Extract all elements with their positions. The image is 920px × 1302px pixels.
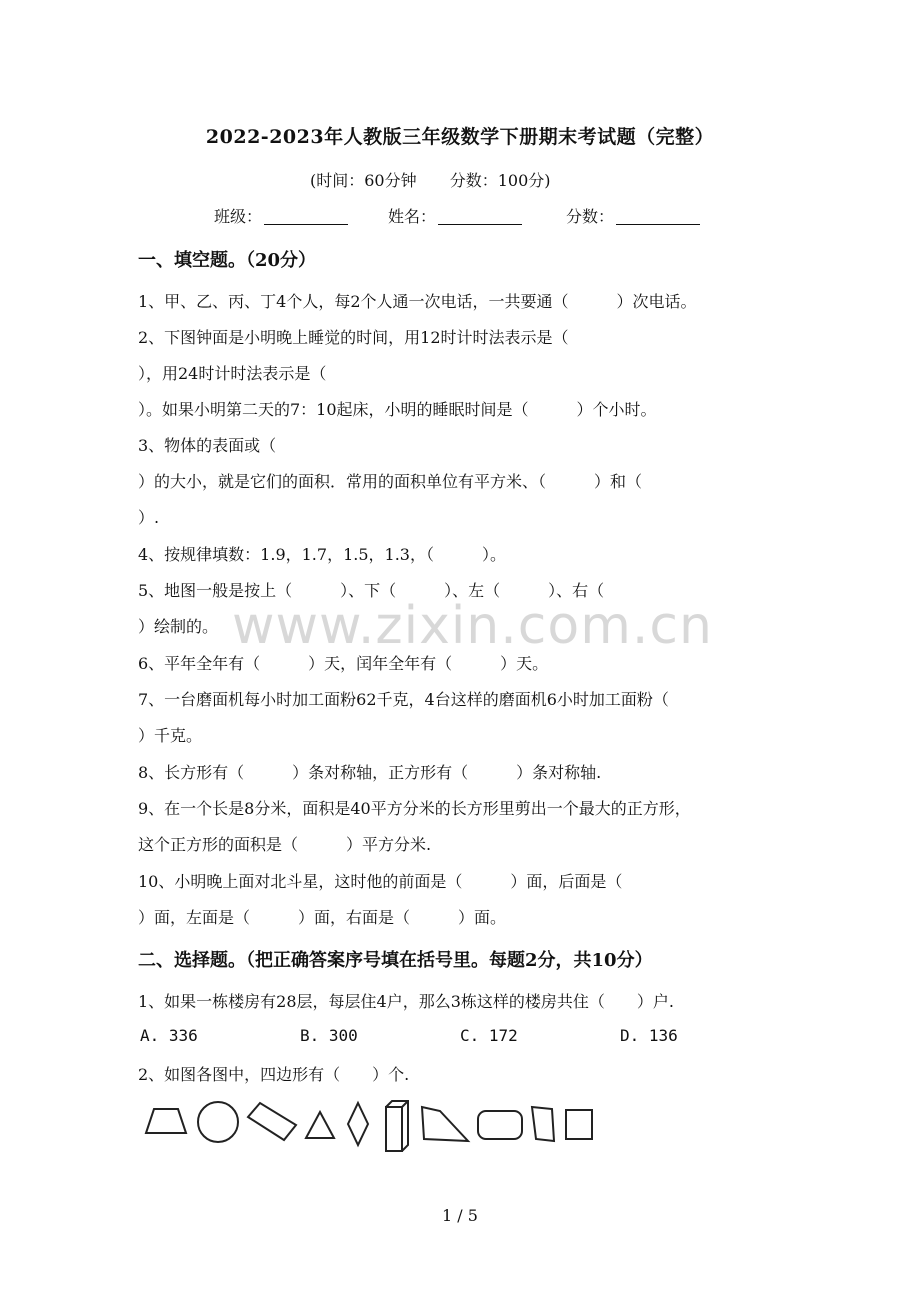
time-label: (时间：60分钟 (310, 171, 417, 190)
question-line: ），用24时计时法表示是（ (138, 364, 327, 383)
rhombus-shape (348, 1103, 368, 1145)
parallelogram-shape (532, 1107, 554, 1141)
question-line: 1、甲、乙、丙、丁4个人，每2个人通一次电话，一共要通（ ）次电话。 (138, 292, 697, 311)
name-label: 姓名： (388, 207, 437, 226)
page-number: 1 / 5 (442, 1206, 478, 1225)
choice-question-2: 2、如图各图中，四边形有（ ）个. (138, 1065, 410, 1084)
choice-option-b[interactable]: B. 300 (300, 1026, 358, 1045)
page-title: 2022-2023年人教版三年级数学下册期末考试题（完整） (205, 126, 715, 148)
rotated-rectangle-shape (248, 1103, 296, 1140)
question-line: 4、按规律填数：1.9，1.7，1.5，1.3，（ ）。 (138, 545, 506, 564)
section-1-heading: 一、填空题。（20分） (138, 250, 317, 271)
square-shape (566, 1110, 592, 1139)
question-line: 8、长方形有（ ）条对称轴，正方形有（ ）条对称轴. (138, 763, 602, 782)
choice-option-a[interactable]: A. 336 (140, 1026, 198, 1045)
choice-question-1: 1、如果一栋楼房有28层，每层住4户，那么3栋这样的楼房共住（ ）户. (138, 992, 674, 1011)
choice-option-c[interactable]: C. 172 (460, 1026, 518, 1045)
exam-meta (310, 168, 579, 191)
total-score-label: 分数：100分) (449, 171, 551, 190)
question-line: 3、物体的表面或（ (138, 436, 277, 455)
question-line: 这个正方形的面积是（ ）平方分米. (138, 835, 432, 854)
question-line: 6、平年全年有（ ）天，闰年全年有（ ）天。 (138, 654, 549, 673)
name-blank[interactable] (438, 208, 522, 225)
quadrilateral-shape (422, 1107, 468, 1141)
name-field (388, 204, 522, 227)
question-line: 10、小明晚上面对北斗星，这时他的前面是（ ）面，后面是（ (138, 872, 623, 891)
rounded-rectangle-shape (478, 1111, 522, 1139)
score-blank[interactable] (616, 208, 700, 225)
question-line: 9、在一个长是8分米，面积是40平方分米的长方形里剪出一个最大的正方形， (138, 799, 691, 818)
class-blank[interactable] (264, 208, 348, 225)
score-label: 分数： (566, 207, 615, 226)
question-line: 7、一台磨面机每小时加工面粉62千克，4台这样的磨面机6小时加工面粉（ (138, 690, 669, 709)
question-line: 2、下图钟面是小明晚上睡觉的时间，用12时计时法表示是（ (138, 328, 569, 347)
class-label: 班级： (214, 207, 263, 226)
triangle-shape (306, 1112, 334, 1138)
circle-shape (198, 1102, 238, 1142)
question-line: ）绘制的。 (138, 617, 219, 636)
question-line: 5、地图一般是按上（ ）、下（ ）、左（ ）、右（ (138, 581, 605, 600)
section-2-heading: 二、选择题。（把正确答案序号填在括号里。每题2分，共10分） (138, 950, 653, 971)
class-field (214, 204, 348, 227)
score-field (566, 204, 700, 227)
choice-option-d[interactable]: D. 136 (620, 1026, 678, 1045)
question-line: ）面，左面是（ ）面，右面是（ ）面。 (138, 908, 507, 927)
question-line: ）。如果小明第二天的7：10起床，小明的睡眠时间是（ ）个小时。 (138, 400, 657, 419)
cuboid-shape (386, 1101, 408, 1151)
watermark: www.zixin.com.cn (232, 596, 713, 656)
question-line: ）的大小，就是它们的面积．常用的面积单位有平方米、（ ）和（ (138, 472, 643, 491)
shapes-figure (140, 1095, 610, 1155)
trapezoid-shape (146, 1109, 186, 1133)
question-line: ）千克。 (138, 726, 203, 745)
question-line: ）. (138, 508, 160, 527)
